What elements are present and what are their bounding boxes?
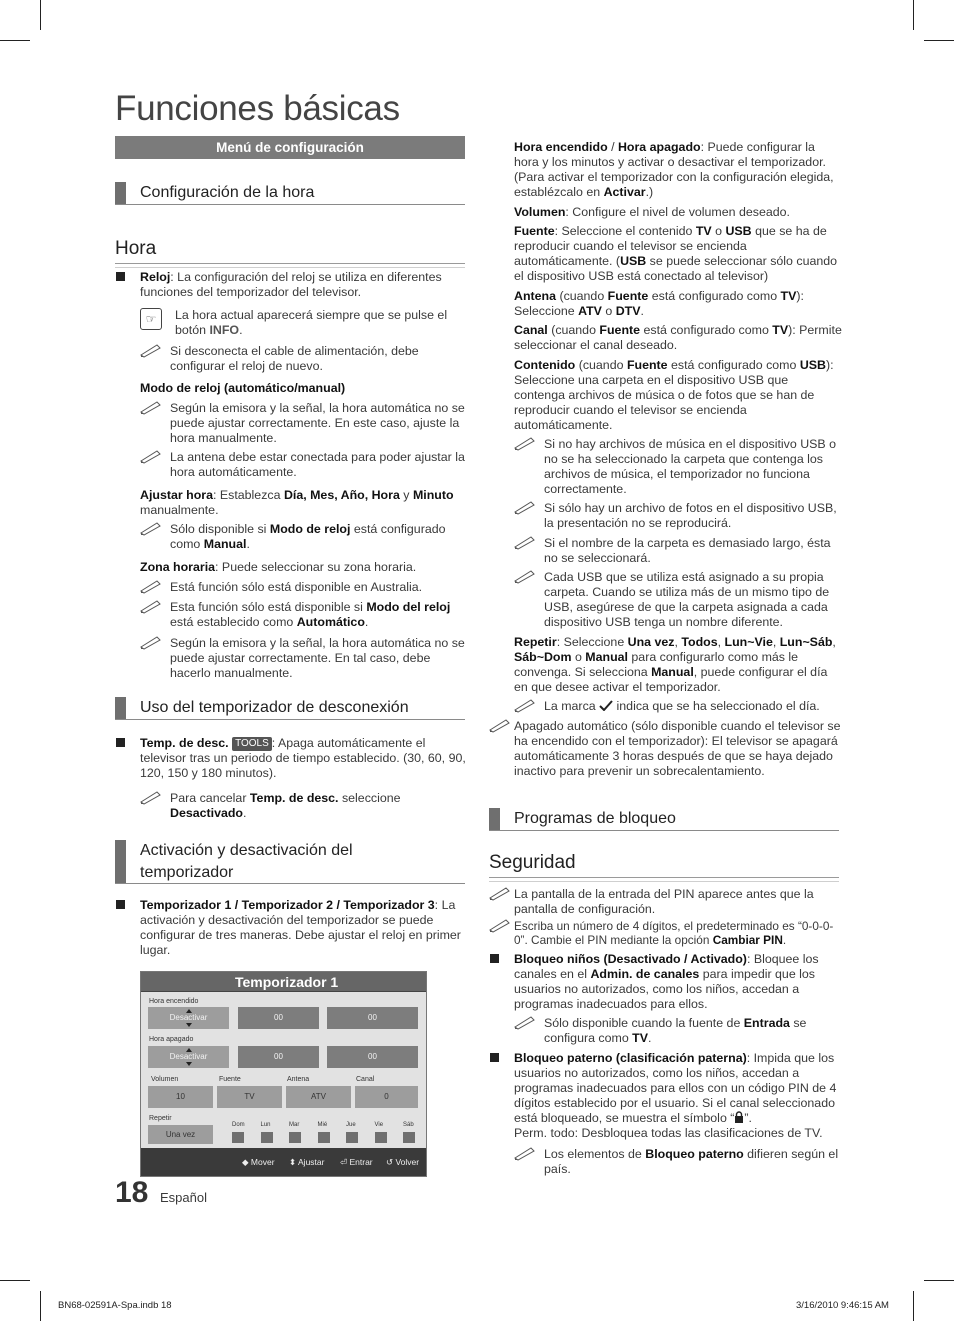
note-pencil-icon bbox=[140, 342, 162, 358]
note-pencil-icon bbox=[514, 534, 536, 550]
note-pencil-icon bbox=[140, 789, 162, 805]
note-fotos: Si sólo hay un archivo de fotos en el dispositivo USB, la presentación no se reproducirá. bbox=[514, 501, 842, 531]
arrow-up-icon bbox=[186, 1009, 192, 1013]
note-entrada: Sólo disponible cuando la fuente de Entrada se configura como TV. bbox=[514, 1016, 842, 1046]
osd-fuente-value[interactable]: TV bbox=[217, 1086, 282, 1108]
bullet bbox=[116, 900, 125, 909]
osd-label-antena: Antena bbox=[287, 1076, 310, 1083]
menu-bar: Menú de configuración bbox=[115, 136, 465, 159]
osd-day-checkbox[interactable] bbox=[346, 1132, 358, 1143]
tools-badge: TOOLS bbox=[232, 737, 272, 751]
page-title: Funciones básicas bbox=[115, 89, 400, 128]
bullet bbox=[116, 272, 125, 281]
crop-mark bbox=[924, 1280, 954, 1281]
osd-antena-value[interactable]: ATV bbox=[286, 1086, 351, 1108]
note-australia: Está función sólo está disponible en Australia. bbox=[140, 580, 466, 595]
osd-day-checkbox[interactable] bbox=[289, 1132, 301, 1143]
osd-day-label: Sáb bbox=[403, 1122, 414, 1128]
osd-day-checkbox[interactable] bbox=[261, 1132, 273, 1143]
canal-paragraph: Canal (cuando Fuente está configurado como TV): Permite seleccionar el canal deseado. bbox=[514, 323, 842, 352]
crop-mark bbox=[913, 0, 914, 30]
note-pin: La pantalla de la entrada del PIN aparece antes que la pantalla de configuración. bbox=[489, 887, 842, 917]
subheading-bloqueo: Programas de bloqueo bbox=[489, 808, 839, 831]
note-pencil-icon bbox=[140, 448, 162, 464]
volumen-paragraph: Volumen: Configure el nivel de volumen deseado. bbox=[514, 205, 790, 219]
page-number: 18 bbox=[115, 1176, 149, 1209]
note-pencil-icon bbox=[140, 399, 162, 415]
note-pencil-icon bbox=[514, 1014, 536, 1030]
memo-icon: ☞ bbox=[140, 308, 162, 330]
footer-mover: ◆ Mover bbox=[242, 1157, 275, 1167]
osd-hora-apagado-select[interactable]: Desactivar bbox=[148, 1046, 229, 1068]
note-pencil-icon bbox=[140, 598, 162, 614]
footer-file: BN68-02591A-Spa.indb 18 bbox=[58, 1300, 172, 1311]
timer-osd-screen bbox=[140, 971, 427, 1177]
crop-mark bbox=[0, 1280, 30, 1281]
note-cada-usb: Cada USB que se utiliza está asignado a su propia carpeta. Cuando se utiliza más de un mismo tipo de USB, asegúrese de que la carpeta asignada a cada dispositivo USB tenga un nombre diferente. bbox=[514, 570, 842, 630]
osd-day-label: Lun bbox=[260, 1122, 271, 1128]
osd-day-label: Mié bbox=[317, 1122, 328, 1128]
bullet bbox=[490, 1053, 499, 1062]
note-pencil-icon bbox=[514, 697, 536, 713]
note-cancelar: Para cancelar Temp. de desc. seleccione Desactivado. bbox=[140, 791, 466, 821]
osd-day-label: Mar bbox=[289, 1122, 300, 1128]
checkmark-icon bbox=[599, 700, 613, 711]
footer-volver: ↺ Volver bbox=[386, 1157, 420, 1167]
note-emisora: Según la emisora y la señal, la hora automática no se puede ajustar correctamente. En este caso, ajuste la hora manualmente. bbox=[140, 401, 466, 446]
osd-hora-encendido-minute[interactable]: 00 bbox=[327, 1007, 418, 1029]
osd-label-repetir: Repetir bbox=[149, 1115, 172, 1122]
lock-icon bbox=[734, 1111, 744, 1123]
note-antena: La antena debe estar conectada para poder ajustar la hora automáticamente. bbox=[140, 450, 466, 480]
osd-day-label: Jue bbox=[346, 1122, 356, 1128]
note-desconecta: Si desconecta el cable de alimentación, debe configurar el reloj de nuevo. bbox=[140, 344, 466, 374]
note-modo-reloj: Esta función sólo está disponible si Modo del reloj está establecido como Automático. bbox=[140, 600, 466, 630]
osd-label-hora-apagado: Hora apagado bbox=[149, 1036, 194, 1043]
crop-mark bbox=[0, 40, 30, 41]
note-pencil-icon bbox=[514, 1145, 536, 1161]
osd-hora-encendido-hour[interactable]: 00 bbox=[238, 1007, 319, 1029]
fuente-paragraph: Fuente: Seleccione el contenido TV o USB que se ha de reproducir cuando el televisor se encienda automáticamente. (USB se puede seleccionar sólo cuando el dispositivo USB está conectado al televisor) bbox=[514, 224, 838, 283]
bloqueo-ninos-paragraph: Bloqueo niños (Desactivado / Activado): Bloquee los canales en el Admin. de canales para impedir que los usuarios no autorizados, como los niños, accedan a programas inadecuados para ellos. bbox=[514, 952, 819, 1011]
zona-horaria-paragraph: Zona horaria: Puede seleccionar su zona horaria. bbox=[140, 560, 417, 574]
note-emisora-2: Según la emisora y la señal, la hora automática no se puede ajustar correctamente. En tal caso, debe hacerlo manualmente. bbox=[140, 636, 466, 681]
arrow-down-icon bbox=[186, 1062, 192, 1066]
note-pencil-icon bbox=[514, 568, 536, 584]
subheading-temporizador-desc: Uso del temporizador de desconexión bbox=[115, 697, 465, 720]
modo-reloj-label: Modo de reloj (automático/manual) bbox=[140, 381, 346, 395]
section-heading-seguridad: Seguridad bbox=[489, 852, 839, 878]
temp-desc-paragraph: Temp. de desc. TOOLS : Apaga automáticamente el televisor tras un periodo de tiempo establecido. (30, 60, 90, 120, 150 y 180 minutos). bbox=[140, 736, 466, 780]
arrow-down-icon bbox=[186, 1023, 192, 1027]
osd-title: Temporizador 1 bbox=[141, 972, 426, 992]
bullet bbox=[116, 738, 125, 747]
osd-label-fuente: Fuente bbox=[219, 1076, 241, 1083]
note-solo-disponible: Sólo disponible si Modo de reloj está configurado como Manual. bbox=[140, 522, 466, 552]
osd-label-canal: Canal bbox=[356, 1076, 375, 1083]
hora-encendido-paragraph: Hora encendido / Hora apagado: Puede configurar la hora y los minutos y activar o desactivar el temporizador. (Para activar el temporizador con la configuración elegida, establézcalo en Activar.) bbox=[514, 140, 834, 199]
note-pencil-icon bbox=[514, 435, 536, 451]
bloqueo-paterno-paragraph: Bloqueo paterno (clasificación paterna): Impida que los usuarios no autorizados, como los niños, accedan a programas inadecuados para ellos con un código PIN de 4 dígitos establecido por el usuario. Si el canal seleccionado está bloqueado, se muestra el símbolo “ ”. Perm. todo: Desbloquea todas las clasificaciones de TV. bbox=[514, 1051, 837, 1140]
osd-day-checkbox[interactable] bbox=[375, 1132, 387, 1143]
osd-footer bbox=[141, 1148, 426, 1176]
osd-repetir-value[interactable]: Una vez bbox=[148, 1125, 213, 1144]
note-apagado-automatico: Apagado automático (sólo disponible cuando el televisor se ha encendido con el temporizador): El televisor se apagará automáticamente 3 horas después de que se haya dejado inactivo para prevenir un sobrecalentamiento. bbox=[489, 719, 842, 779]
osd-day-label: Vie bbox=[374, 1122, 384, 1128]
osd-day-checkbox[interactable] bbox=[403, 1132, 415, 1143]
osd-label-volumen: Volumen bbox=[151, 1076, 179, 1083]
footer-ajustar: ⬍ Ajustar bbox=[289, 1157, 325, 1167]
note-pencil-icon bbox=[489, 885, 511, 901]
note-pencil-icon bbox=[489, 917, 511, 933]
osd-label-hora-encendido: Hora encendido bbox=[149, 998, 199, 1005]
language-label: Español bbox=[160, 1190, 207, 1205]
footer-entrar: ⏎ Entrar bbox=[340, 1157, 373, 1167]
osd-hora-encendido-select[interactable]: Desactivar bbox=[148, 1007, 229, 1029]
note-pencil-icon bbox=[140, 578, 162, 594]
osd-day-checkbox[interactable] bbox=[232, 1132, 244, 1143]
note-marca: La marca indica que se ha seleccionado el día. bbox=[514, 699, 842, 714]
ajustar-hora-paragraph: Ajustar hora: Establezca Día, Mes, Año, Hora y Minuto manualmente. bbox=[140, 488, 454, 517]
note-musica: Si no hay archivos de música en el dispositivo USB o no se ha seleccionado la carpeta que contenga los archivos de música, el temporizador no funciona correctamente. bbox=[514, 437, 842, 497]
contenido-paragraph: Contenido (cuando Fuente está configurado como USB): Seleccione una carpeta en el dispositivo USB que contenga archivos de música o de fotos que se han de reproducir cuando el televisor se encienda automáticamente. bbox=[514, 358, 834, 432]
note-4-digitos: Escriba un número de 4 dígitos, el predeterminado es “0-0-0-0”. Cambie el PIN mediante la opción Cambiar PIN. bbox=[489, 919, 842, 948]
osd-canal-value[interactable]: 0 bbox=[355, 1086, 418, 1108]
subheading-config-hora: Configuración de la hora bbox=[115, 182, 465, 205]
crop-mark bbox=[924, 40, 954, 41]
footer-date: 3/16/2010 9:46:15 AM bbox=[796, 1300, 889, 1311]
note-pencil-icon bbox=[489, 717, 511, 733]
crop-mark bbox=[913, 1291, 914, 1321]
crop-mark bbox=[40, 0, 41, 30]
bullet bbox=[490, 954, 499, 963]
note-carpeta: Si el nombre de la carpeta es demasiado largo, ésta no se seleccionará. bbox=[514, 536, 842, 566]
osd-day-label: Dom bbox=[232, 1122, 245, 1128]
memo-info: ☞ La hora actual aparecerá siempre que se pulse el botón INFO. bbox=[140, 308, 466, 338]
osd-day-checkbox[interactable] bbox=[318, 1132, 330, 1143]
note-pais: Los elementos de Bloqueo paterno difieren según el país. bbox=[514, 1147, 842, 1177]
osd-hora-apagado-minute[interactable]: 00 bbox=[327, 1046, 418, 1068]
osd-hora-apagado-hour[interactable]: 00 bbox=[238, 1046, 319, 1068]
temporizadores-paragraph: Temporizador 1 / Temporizador 2 / Temporizador 3: La activación y desactivación del temporizador se puede configurar de tres maneras. Debe ajustar el reloj en primer lugar. bbox=[140, 898, 461, 957]
antena-paragraph: Antena (cuando Fuente está configurado como TV): Seleccione ATV o DTV. bbox=[514, 289, 804, 318]
note-pencil-icon bbox=[514, 499, 536, 515]
subheading-activacion: Activación y desactivación del temporizador bbox=[115, 840, 465, 884]
repetir-paragraph: Repetir: Seleccione Una vez, Todos, Lun~Vie, Lun~Sáb, Sáb~Dom o Manual para configurarlo como más le convenga. Si selecciona Manual, puede configurar el día en que desee activar el temporizador. bbox=[514, 635, 836, 694]
note-pencil-icon bbox=[140, 520, 162, 536]
arrow-up-icon bbox=[186, 1048, 192, 1052]
note-pencil-icon bbox=[140, 634, 162, 650]
crop-mark bbox=[40, 1291, 41, 1321]
reloj-paragraph: Reloj: La configuración del reloj se utiliza en diferentes funciones del temporizador del televisor. bbox=[140, 270, 442, 299]
section-heading-hora: Hora bbox=[115, 238, 465, 264]
osd-volumen-value[interactable]: 10 bbox=[148, 1086, 213, 1108]
